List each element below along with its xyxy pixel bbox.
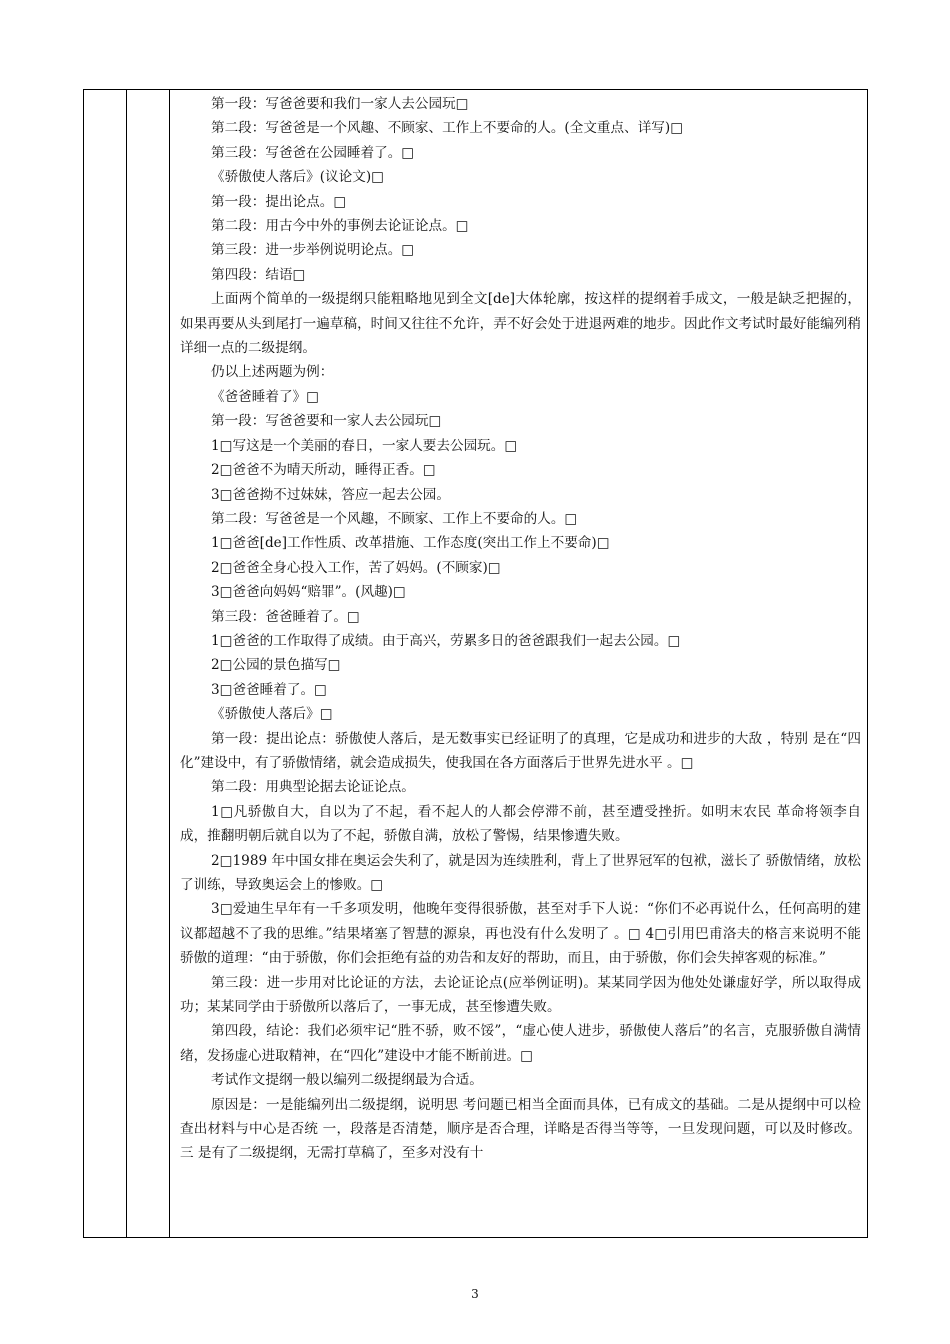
text-line: 2□爸爸全身心投入工作，苦了妈妈。(不顾家)□ bbox=[211, 559, 501, 576]
paragraph: 3□爱迪生早年有一千多项发明，他晚年变得很骄傲，甚至对手下人说：“你们不必再说什么，任何高明的建议都超越不了我的思维。”结果堵塞了智慧的源泉，再也没有什么发明了 。□ 4□引用巴甫洛夫的格言来说明不能骄傲的道理：“由于骄傲，你们会拒绝有益的劝告和友好的帮助，而且，由于骄傲，你们会失掉客观的标准。” bbox=[180, 901, 861, 967]
document-table bbox=[83, 89, 868, 1238]
column-divider-2 bbox=[169, 90, 170, 1237]
text-line: 2□爸爸不为晴天所动，睡得正香。□ bbox=[211, 462, 436, 479]
text-line: 1□爸爸的工作取得了成绩。由于高兴，劳累多日的爸爸跟我们一起去公园。□ bbox=[211, 632, 681, 649]
text-line: 1□写这是一个美丽的春日，一家人要去公园玩。□ bbox=[211, 437, 518, 454]
paragraph: 1□凡骄傲自大，自以为了不起，看不起人的人都会停滞不前，甚至遭受挫折。如明末农民 革命将领李自成，推翻明朝后就自以为了不起，骄傲自满，放松了警惕，结果惨遭失败。 bbox=[180, 803, 861, 845]
paragraph: 第四段，结论：我们必须牢记“胜不骄，败不馁”，“虚心使人进步，骄傲使人落后”的名言，克服骄傲自满情绪，发扬虚心进取精神，在“四化”建设中才能不断前进。□ bbox=[180, 1023, 861, 1064]
text-line: 1□爸爸[de]工作性质、改革措施、工作态度(突出工作上不要命)□ bbox=[211, 535, 610, 552]
paragraph: 第一段：提出论点：骄傲使人落后，是无数事实已经证明了的真理，它是成功和进步的大敌 ，特别 是在“四化”建设中，有了骄傲情绪，就会造成损失，使我国在各方面落后于世界先进水平 。□ bbox=[180, 730, 861, 771]
text-line: 仍以上述两题为例： bbox=[211, 364, 334, 381]
paragraph: 原因是：一是能编列出二级提纲，说明思 考问题已相当全面而具体，已有成文的基础。二是从提纲中可以检查出材料与中心是否统 一，段落是否清楚，顺序是否合理，详略是否得当等等，一旦发现问题，可以及时修改。三 是有了二级提纲，无需打草稿了，至多对没有十 bbox=[180, 1096, 861, 1162]
text-line: 2□公园的景色描写□ bbox=[211, 657, 341, 674]
paragraph: 2□1989 年中国女排在奥运会失利了，就是因为连续胜利，背上了世界冠军的包袱，滋长了 骄傲情绪，放松了训练，导致奥运会上的惨败。□ bbox=[180, 852, 861, 893]
text-line: 第三段：爸爸睡着了。□ bbox=[211, 608, 360, 625]
page-number: 3 bbox=[471, 1287, 479, 1301]
text-line: 3□爸爸拗不过妹妹，答应一起去公园。 bbox=[211, 486, 450, 503]
paragraph: 上面两个简单的一级提纲只能粗略地见到全文[de]大体轮廓，按这样的提纲着手成文，一般是缺乏把握的，如果再要从头到尾打一遍草稿，时间又往往不允许，弄不好会处于进退两难的地步。因此作文考试时最好能编列稍详细一点的二级提纲。 bbox=[180, 291, 861, 357]
content-cell bbox=[180, 92, 861, 1237]
text-line: 第一段：提出论点。□ bbox=[211, 193, 347, 210]
text-line: 《爸爸睡着了》□ bbox=[211, 388, 319, 405]
text-line: 第二段：用典型论据去论证论点。 bbox=[211, 779, 415, 796]
text-line: 考试作文提纲一般以编列二级提纲最为合适。 bbox=[211, 1072, 483, 1089]
text-line: 第三段：进一步举例说明论点。□ bbox=[211, 242, 415, 259]
text-line: 第三段：写爸爸在公园睡着了。□ bbox=[211, 144, 415, 161]
text-line: 第四段：结语□ bbox=[211, 266, 306, 283]
text-line: 3□爸爸向妈妈“赔罪”。(风趣)□ bbox=[211, 584, 406, 601]
text-line: 第一段：写爸爸要和一家人去公园玩□ bbox=[211, 413, 442, 430]
text-line: 《骄傲使人落后》(议论文)□ bbox=[211, 169, 384, 186]
text-line: 《骄傲使人落后》□ bbox=[211, 706, 333, 723]
text-line: 第一段：写爸爸要和我们一家人去公园玩□ bbox=[211, 96, 469, 112]
column-divider-1 bbox=[126, 90, 127, 1237]
text-line: 3□爸爸睡着了。□ bbox=[211, 681, 327, 698]
text-line: 第二段：写爸爸是一个风趣，不顾家、工作上不要命的人。□ bbox=[211, 510, 578, 527]
text-line: 第二段：写爸爸是一个风趣、不顾家、工作上不要命的人。(全文重点、详写)□ bbox=[211, 120, 684, 137]
paragraph: 第三段：进一步用对比论证的方法，去论证论点(应举例证明)。某某同学因为他处处谦虚好学，所以取得成功；某某同学由于骄傲所以落后了，一事无成，甚至惨遭失败。 bbox=[180, 974, 861, 1016]
text-line: 第二段：用古今中外的事例去论证论点。□ bbox=[211, 218, 469, 235]
